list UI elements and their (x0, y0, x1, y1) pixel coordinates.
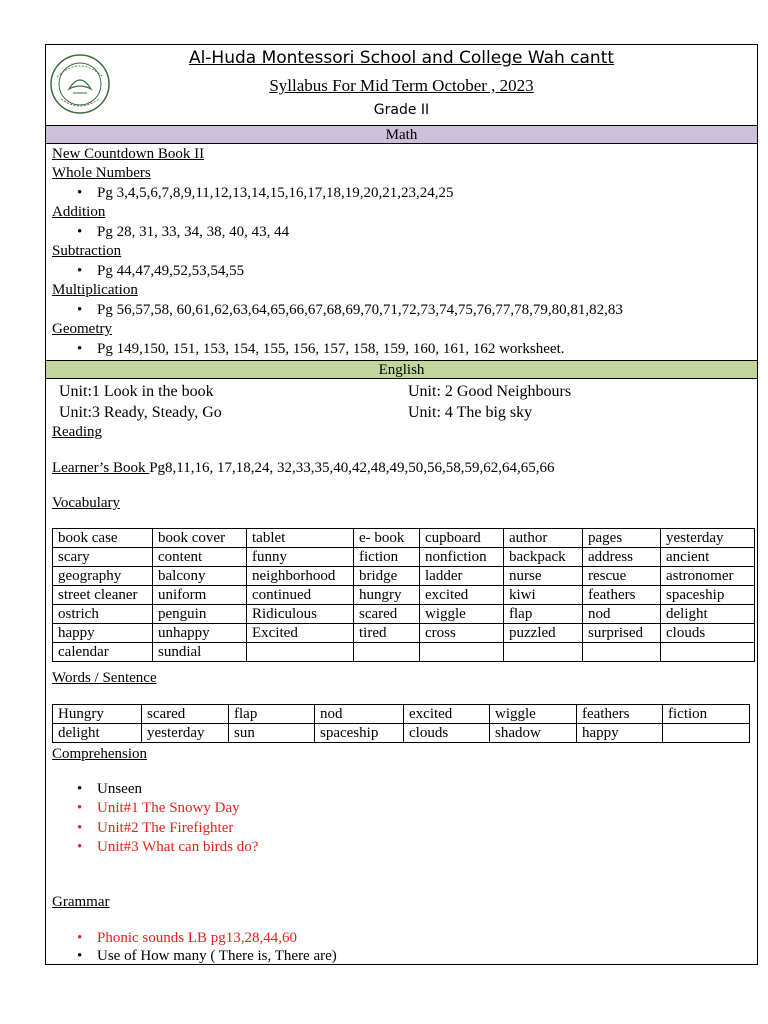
table-cell: excited (404, 705, 490, 724)
table-cell: cupboard (420, 529, 504, 548)
table-cell: nonfiction (420, 548, 504, 567)
table-cell (504, 643, 583, 662)
table-cell: shadow (490, 724, 577, 743)
table-cell: book case (53, 529, 153, 548)
table-cell: wiggle (420, 605, 504, 624)
table-cell: surprised (583, 624, 661, 643)
table-row (53, 643, 755, 662)
table-row (53, 605, 755, 624)
table-row (53, 529, 755, 548)
table-row (53, 724, 750, 743)
table-cell: hungry (354, 586, 420, 605)
table-cell: balcony (153, 567, 247, 586)
list-item: • Phonic sounds LB pg13,28,44,60 (77, 930, 298, 946)
table-cell: continued (247, 586, 354, 605)
list-item: • Unit#1 The Snowy Day (77, 800, 240, 816)
table-cell: neighborhood (247, 567, 354, 586)
list-item: • Pg 56,57,58, 60,61,62,63,64,65,66,67,68,69,70,71,72,73,74,75,76,77,78,79,80,81,82,83 (77, 302, 623, 318)
table-cell: nod (315, 705, 404, 724)
table-cell: ladder (420, 567, 504, 586)
heading-multiplication: Multiplication (52, 282, 138, 298)
table-cell: scared (142, 705, 229, 724)
table-cell: pages (583, 529, 661, 548)
heading-words-sentence: Words / Sentence (52, 670, 157, 686)
words-table (52, 704, 750, 743)
table-cell: wiggle (490, 705, 577, 724)
english-band: English (46, 360, 757, 379)
table-cell (247, 643, 354, 662)
table-cell: tired (354, 624, 420, 643)
heading-grammar: Grammar (52, 894, 110, 910)
table-cell: flap (229, 705, 315, 724)
table-cell: author (504, 529, 583, 548)
table-cell: clouds (404, 724, 490, 743)
math-book: New Countdown Book II (52, 146, 205, 162)
unit-2: Unit: 2 Good Neighbours (408, 383, 572, 400)
table-cell: funny (247, 548, 354, 567)
table-cell: Ridiculous (247, 605, 354, 624)
table-cell: nurse (504, 567, 583, 586)
list-item: • Unit#2 The Firefighter (77, 820, 234, 836)
table-cell (663, 724, 750, 743)
heading-subtraction: Subtraction (52, 243, 122, 259)
learners-book-line: Learner’s Book Pg8,11,16, 17,18,24, 32,33,35,40,42,48,49,50,56,58,59,62,64,65,66 (52, 460, 555, 476)
table-cell: penguin (153, 605, 247, 624)
syllabus-title: Syllabus For Mid Term October , 2023 (269, 76, 534, 95)
table-cell: cross (420, 624, 504, 643)
table-cell: happy (53, 624, 153, 643)
table-cell: Excited (247, 624, 354, 643)
list-item: • Pg 149,150, 151, 153, 154, 155, 156, 157, 158, 159, 160, 161, 162 worksheet. (77, 341, 565, 357)
table-cell: fiction (354, 548, 420, 567)
table-cell (420, 643, 504, 662)
table-row (53, 705, 750, 724)
table-row (53, 624, 755, 643)
table-cell: Hungry (53, 705, 142, 724)
unit-3: Unit:3 Ready, Steady, Go (59, 404, 222, 421)
list-item: • Pg 44,47,49,52,53,54,55 (77, 263, 245, 279)
vocabulary-table (52, 528, 755, 662)
table-cell: happy (577, 724, 663, 743)
heading-whole-numbers: Whole Numbers (52, 165, 151, 181)
table-cell: ancient (661, 548, 755, 567)
table-cell: clouds (661, 624, 755, 643)
table-cell: uniform (153, 586, 247, 605)
table-row (53, 586, 755, 605)
math-band: Math (46, 125, 757, 144)
table-cell (583, 643, 661, 662)
heading-vocabulary: Vocabulary (52, 495, 121, 511)
table-cell: unhappy (153, 624, 247, 643)
table-cell: feathers (577, 705, 663, 724)
table-cell: rescue (583, 567, 661, 586)
table-cell: flap (504, 605, 583, 624)
list-item: • Unit#3 What can birds do? (77, 839, 259, 855)
table-cell: tablet (247, 529, 354, 548)
table-cell: calendar (53, 643, 153, 662)
list-item: • Pg 3,4,5,6,7,8,9,11,12,13,14,15,16,17,18,19,20,21,23,24,25 (77, 185, 454, 201)
table-cell: scary (53, 548, 153, 567)
heading-reading: Reading (52, 424, 102, 440)
table-cell: yesterday (661, 529, 755, 548)
table-cell: puzzled (504, 624, 583, 643)
table-cell: backpack (504, 548, 583, 567)
table-cell (661, 643, 755, 662)
table-cell: excited (420, 586, 504, 605)
table-cell: kiwi (504, 586, 583, 605)
table-row (53, 567, 755, 586)
table-cell: astronomer (661, 567, 755, 586)
table-cell: street cleaner (53, 586, 153, 605)
header (46, 45, 757, 125)
table-cell: feathers (583, 586, 661, 605)
table-cell: ostrich (53, 605, 153, 624)
table-cell: book cover (153, 529, 247, 548)
table-cell: scared (354, 605, 420, 624)
table-cell: bridge (354, 567, 420, 586)
table-cell: delight (53, 724, 142, 743)
table-cell: nod (583, 605, 661, 624)
syllabus-page (45, 44, 758, 965)
table-cell: spaceship (661, 586, 755, 605)
table-cell: geography (53, 567, 153, 586)
list-item: • Use of How many ( There is, There are) (77, 948, 337, 964)
table-cell: yesterday (142, 724, 229, 743)
grade-label: Grade II (373, 102, 430, 118)
table-cell: content (153, 548, 247, 567)
heading-geometry: Geometry (52, 321, 112, 337)
table-cell: spaceship (315, 724, 404, 743)
heading-addition: Addition (52, 204, 106, 220)
heading-comprehension: Comprehension (52, 746, 147, 762)
table-row (53, 548, 755, 567)
list-item: • Unseen (77, 781, 142, 797)
list-item: • Pg 28, 31, 33, 34, 38, 40, 43, 44 (77, 224, 290, 240)
unit-1: Unit:1 Look in the book (59, 383, 214, 400)
unit-4: Unit: 4 The big sky (408, 404, 533, 421)
table-cell (354, 643, 420, 662)
school-name: Al-Huda Montessori School and College Wah cantt (188, 48, 615, 68)
table-cell: delight (661, 605, 755, 624)
table-cell: fiction (663, 705, 750, 724)
table-cell: address (583, 548, 661, 567)
table-cell: sun (229, 724, 315, 743)
table-cell: sundial (153, 643, 247, 662)
table-cell: e- book (354, 529, 420, 548)
